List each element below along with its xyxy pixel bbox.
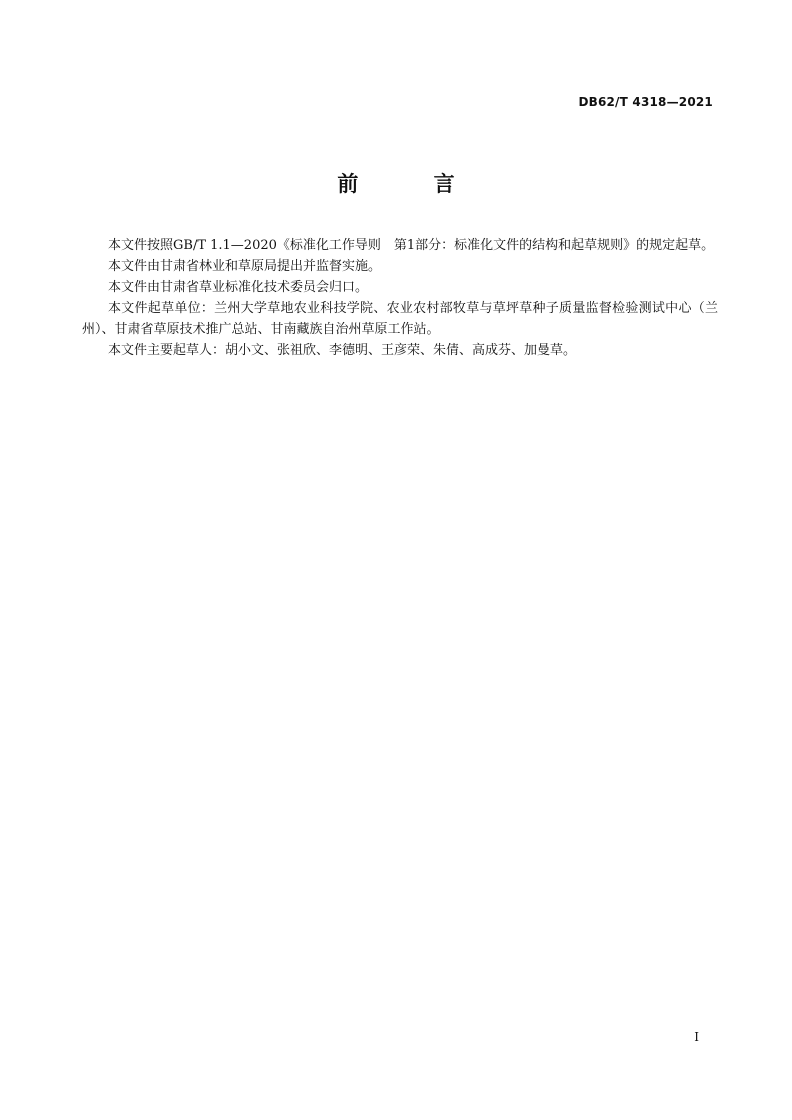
page-number: I: [694, 1030, 699, 1044]
paragraph-drafters: 本文件主要起草人：胡小文、张祖欣、李德明、王彦荣、朱倩、高成芬、加曼草。: [108, 343, 577, 358]
document-code: DB62/T 4318—2021: [578, 95, 713, 109]
paragraph-drafting-rules: 本文件按照GB/T 1.1—2020《标准化工作导则 第1部分：标准化文件的结构和起草规则》的规定起草。: [108, 238, 715, 253]
paragraph-drafting-units: 本文件起草单位：兰州大学草地农业科技学院、农业农村部牧草与草坪草种子质量监督检验测试中心（兰州）、甘肃省草原技术推广总站、甘南藏族自治州草原工作站。: [82, 301, 718, 337]
preface-body: [82, 235, 718, 361]
page-title: 前 言: [337, 172, 489, 196]
paragraph-proposer: 本文件由甘肃省林业和草原局提出并监督实施。: [108, 259, 382, 274]
paragraph-centralized-unit: 本文件由甘肃省草业标准化技术委员会归口。: [108, 280, 369, 295]
